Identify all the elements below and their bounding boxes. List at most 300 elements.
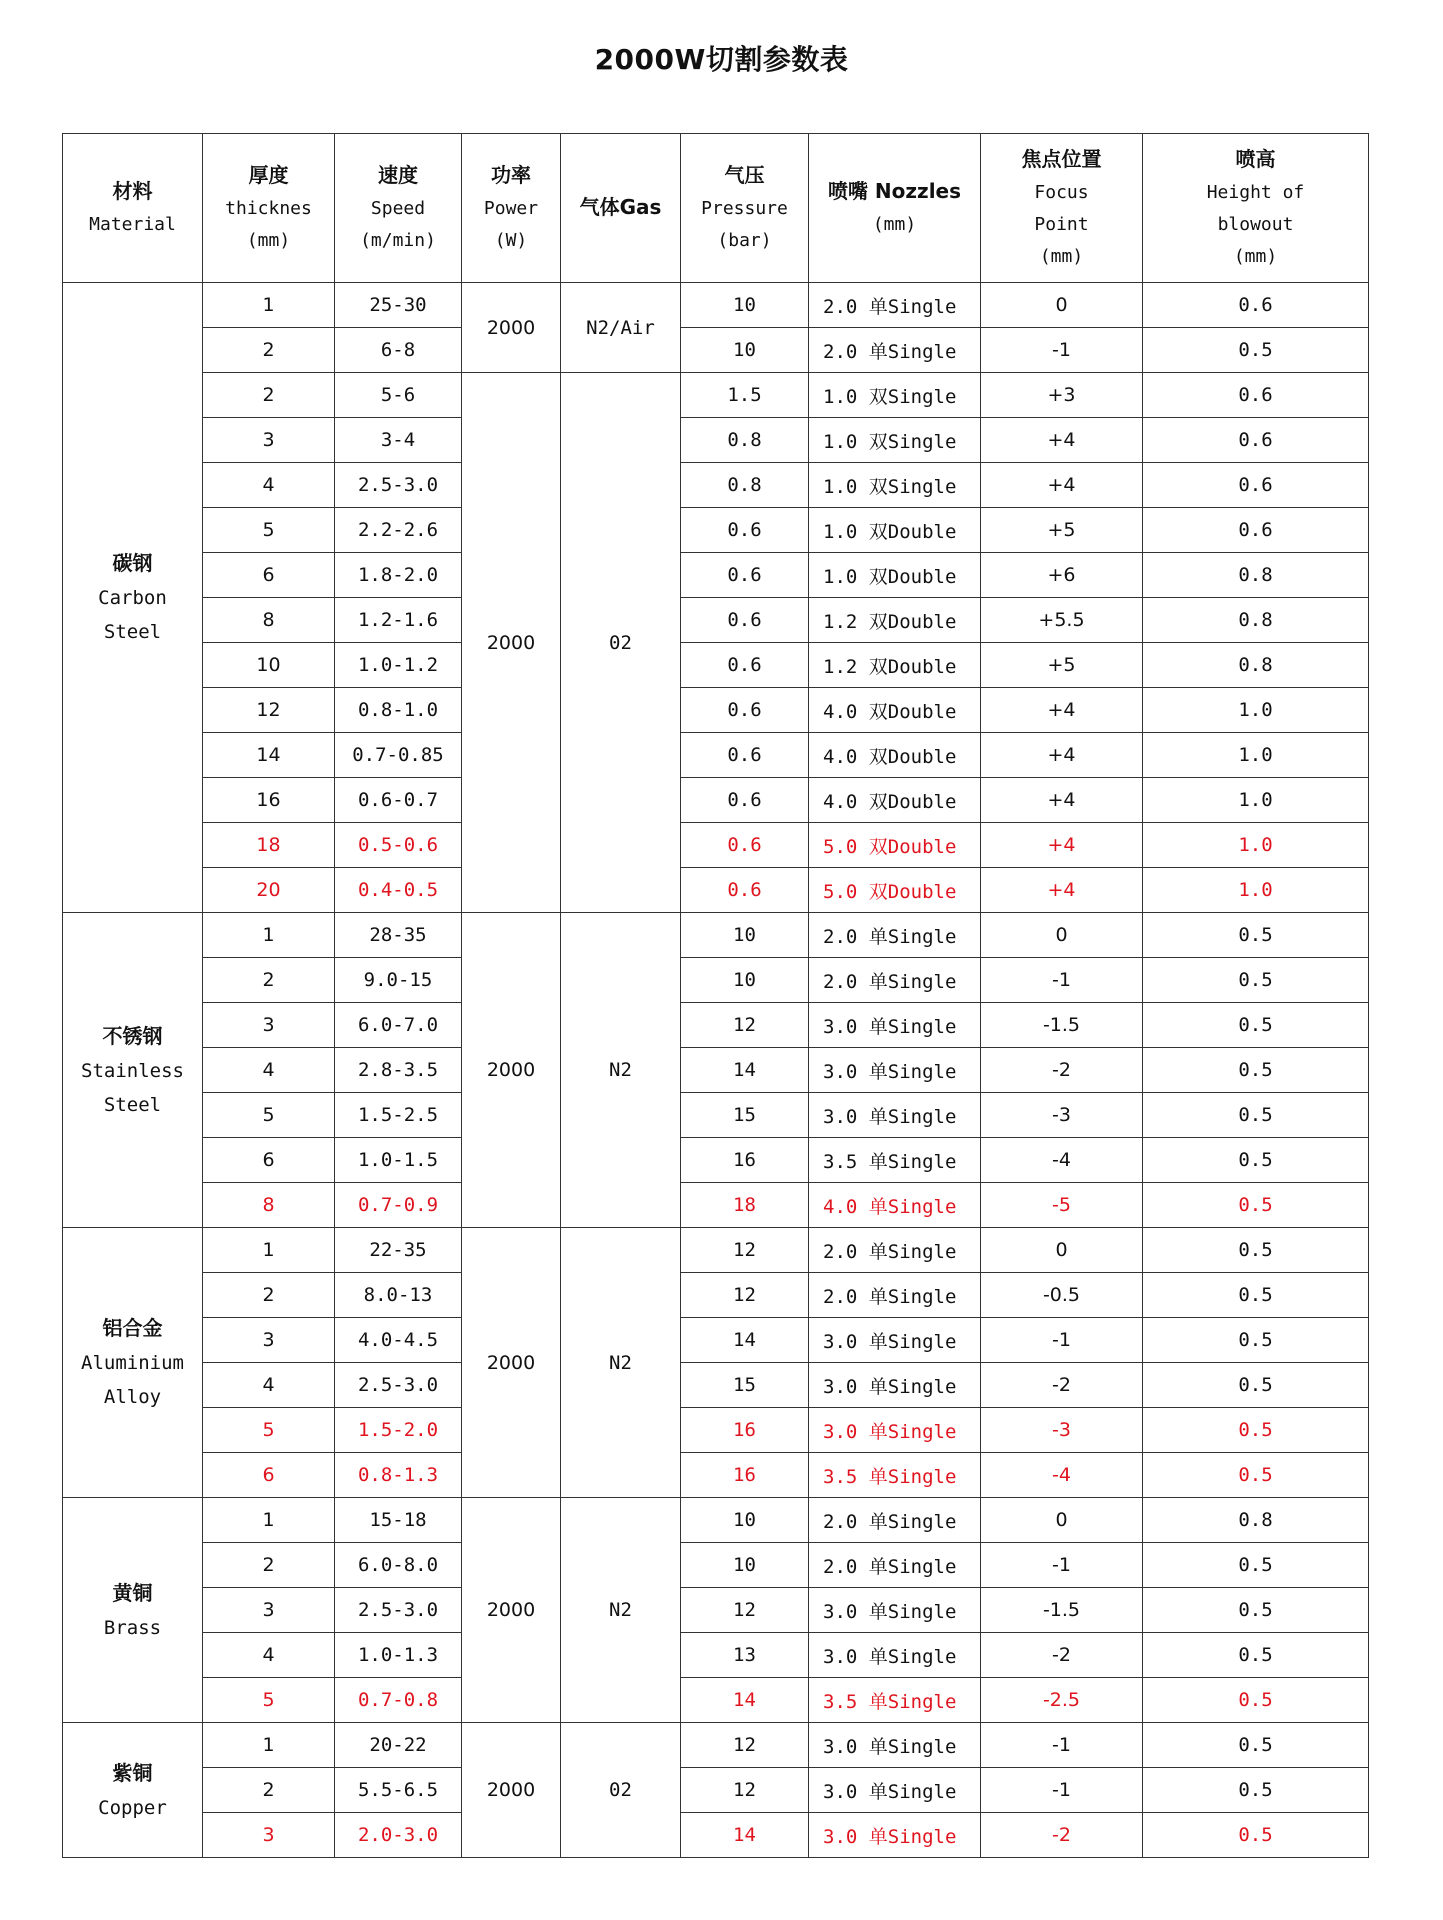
material-cell [63, 1498, 203, 1723]
height-cell: 0.6 [1143, 463, 1369, 508]
speed-cell: 0.5-0.6 [335, 823, 462, 868]
nozzle-cell: 4.0 双Double [809, 778, 981, 823]
thickness-cell: 10 [203, 643, 335, 688]
nozzle-cell: 1.0 双Single [809, 418, 981, 463]
thickness-cell: 1 [203, 1723, 335, 1768]
pressure-cell: 0.8 [681, 463, 809, 508]
height-cell: 0.5 [1143, 1633, 1369, 1678]
focus-cell: +5 [981, 508, 1143, 553]
height-cell: 0.8 [1143, 643, 1369, 688]
speed-cell: 6.0-7.0 [335, 1003, 462, 1048]
height-cell: 1.0 [1143, 778, 1369, 823]
nozzle-cell: 3.0 单Single [809, 1723, 981, 1768]
focus-cell: +4 [981, 778, 1143, 823]
header-material-line: 材料 [112, 179, 153, 203]
nozzle-cell: 5.0 双Double [809, 823, 981, 868]
header-nozzle [809, 134, 981, 283]
height-cell: 0.5 [1143, 1048, 1369, 1093]
thickness-cell: 6 [203, 1453, 335, 1498]
header-speed-line: 速度 [378, 163, 418, 187]
material-name-line: 铝合金 [102, 1316, 163, 1340]
thickness-cell: 3 [203, 418, 335, 463]
table-body [63, 283, 1369, 1858]
focus-cell: -1.5 [981, 1588, 1143, 1633]
table-row [63, 1678, 1369, 1723]
table-row [63, 913, 1369, 958]
nozzle-cell: 1.2 双Double [809, 643, 981, 688]
focus-cell: +6 [981, 553, 1143, 598]
nozzle-cell: 3.0 单Single [809, 1093, 981, 1138]
table-row [63, 1003, 1369, 1048]
table-row [63, 418, 1369, 463]
height-cell: 0.5 [1143, 1723, 1369, 1768]
nozzle-cell: 2.0 单Single [809, 1273, 981, 1318]
pressure-cell: 0.6 [681, 508, 809, 553]
nozzle-cell: 4.0 双Double [809, 733, 981, 778]
focus-cell: +4 [981, 688, 1143, 733]
material-cell [63, 1723, 203, 1858]
thickness-cell: 5 [203, 1678, 335, 1723]
pressure-cell: 13 [681, 1633, 809, 1678]
material-name-line: Aluminium [81, 1352, 184, 1374]
speed-cell: 22-35 [335, 1228, 462, 1273]
table-row [63, 1093, 1369, 1138]
nozzle-cell: 1.2 双Double [809, 598, 981, 643]
speed-cell: 2.5-3.0 [335, 463, 462, 508]
height-cell: 0.6 [1143, 283, 1369, 328]
focus-cell: -1 [981, 1318, 1143, 1363]
thickness-cell: 4 [203, 1048, 335, 1093]
material-name-line: 黄铜 [112, 1580, 153, 1605]
page-title: 2000W切割参数表 [594, 43, 849, 76]
thickness-cell: 2 [203, 958, 335, 1003]
header-focus-line: Point [1034, 214, 1089, 235]
gas-cell: N2/Air [561, 283, 681, 373]
header-gas [561, 134, 681, 283]
speed-cell: 1.8-2.0 [335, 553, 462, 598]
table-row [63, 1813, 1369, 1858]
thickness-cell: 12 [203, 688, 335, 733]
speed-cell: 25-30 [335, 283, 462, 328]
material-cell [63, 1228, 203, 1498]
power-cell: 2000 [462, 1228, 561, 1498]
header-speed [335, 134, 462, 283]
speed-cell: 6-8 [335, 328, 462, 373]
header-focus-line: (mm) [1039, 246, 1084, 267]
table-row [63, 373, 1369, 418]
focus-cell: -2.5 [981, 1678, 1143, 1723]
table-row [63, 1183, 1369, 1228]
table-row [63, 508, 1369, 553]
header-thickness-line: (mm) [246, 230, 291, 251]
pressure-cell: 10 [681, 1543, 809, 1588]
table-row [63, 1633, 1369, 1678]
nozzle-cell: 3.0 单Single [809, 1633, 981, 1678]
pressure-cell: 0.6 [681, 778, 809, 823]
pressure-cell: 10 [681, 1498, 809, 1543]
speed-cell: 2.2-2.6 [335, 508, 462, 553]
speed-cell: 9.0-15 [335, 958, 462, 1003]
thickness-cell: 20 [203, 868, 335, 913]
table-row [63, 598, 1369, 643]
thickness-cell: 1 [203, 913, 335, 958]
height-cell: 0.5 [1143, 1093, 1369, 1138]
speed-cell: 1.0-1.2 [335, 643, 462, 688]
height-cell: 1.0 [1143, 868, 1369, 913]
table-row [63, 1408, 1369, 1453]
nozzle-cell: 1.0 双Single [809, 373, 981, 418]
nozzle-cell: 3.0 单Single [809, 1408, 981, 1453]
speed-cell: 2.5-3.0 [335, 1363, 462, 1408]
header-material-line: Material [89, 214, 176, 235]
focus-cell: 0 [981, 1228, 1143, 1273]
pressure-cell: 12 [681, 1273, 809, 1318]
thickness-cell: 1 [203, 1228, 335, 1273]
height-cell: 0.5 [1143, 1588, 1369, 1633]
table-row [63, 1138, 1369, 1183]
material-name-line: 不锈钢 [102, 1023, 163, 1048]
pressure-cell: 14 [681, 1813, 809, 1858]
speed-cell: 2.5-3.0 [335, 1588, 462, 1633]
height-cell: 0.5 [1143, 1003, 1369, 1048]
focus-cell: -3 [981, 1093, 1143, 1138]
focus-cell: -1 [981, 958, 1143, 1003]
nozzle-cell: 3.5 单Single [809, 1678, 981, 1723]
material-name-line: Brass [103, 1616, 162, 1639]
speed-cell: 8.0-13 [335, 1273, 462, 1318]
thickness-cell: 5 [203, 1408, 335, 1453]
nozzle-cell: 3.0 单Single [809, 1588, 981, 1633]
nozzle-cell: 3.5 单Single [809, 1453, 981, 1498]
height-cell: 0.5 [1143, 1543, 1369, 1588]
header-height-line: (mm) [1233, 246, 1278, 267]
height-cell: 0.5 [1143, 958, 1369, 1003]
pressure-cell: 14 [681, 1048, 809, 1093]
table-row [63, 463, 1369, 508]
pressure-cell: 12 [681, 1003, 809, 1048]
focus-cell: -5 [981, 1183, 1143, 1228]
table-row [63, 868, 1369, 913]
speed-cell: 15-18 [335, 1498, 462, 1543]
speed-cell: 3-4 [335, 418, 462, 463]
header-speed-line: (m/min) [360, 230, 436, 251]
nozzle-cell: 2.0 单Single [809, 913, 981, 958]
height-cell: 0.5 [1143, 1138, 1369, 1183]
header-focus-line: Focus [1034, 182, 1089, 203]
table-row [63, 1363, 1369, 1408]
header-thickness-line: thicknes [225, 198, 312, 219]
thickness-cell: 3 [203, 1588, 335, 1633]
height-cell: 1.0 [1143, 733, 1369, 778]
header-power [462, 134, 561, 283]
header-height-line: Height of [1206, 182, 1305, 203]
header-focus-line: 焦点位置 [1021, 147, 1102, 171]
cutting-parameters-table [62, 133, 1369, 1858]
height-cell: 0.6 [1143, 508, 1369, 553]
height-cell: 0.5 [1143, 1813, 1369, 1858]
header-pressure-line: (bar) [717, 230, 772, 251]
focus-cell: -4 [981, 1453, 1143, 1498]
nozzle-cell: 5.0 双Double [809, 868, 981, 913]
speed-cell: 5-6 [335, 373, 462, 418]
table-row [63, 958, 1369, 1003]
pressure-cell: 10 [681, 913, 809, 958]
header-gas-line: 气体Gas [579, 195, 662, 219]
material-name-line: Steel [103, 621, 162, 643]
thickness-cell: 2 [203, 1543, 335, 1588]
material-name-line: Steel [103, 1093, 162, 1116]
material-cell [63, 283, 203, 913]
header-power-line: 功率 [491, 163, 531, 187]
thickness-cell: 2 [203, 373, 335, 418]
focus-cell: +4 [981, 418, 1143, 463]
pressure-cell: 12 [681, 1228, 809, 1273]
nozzle-cell: 1.0 双Single [809, 463, 981, 508]
pressure-cell: 0.6 [681, 823, 809, 868]
header-power-line: (W) [494, 230, 528, 251]
focus-cell: +4 [981, 733, 1143, 778]
nozzle-cell: 3.0 单Single [809, 1048, 981, 1093]
nozzle-cell: 4.0 双Double [809, 688, 981, 733]
height-cell: 0.8 [1143, 1498, 1369, 1543]
header-material [63, 134, 203, 283]
speed-cell: 0.6-0.7 [335, 778, 462, 823]
power-cell: 2000 [462, 1498, 561, 1723]
nozzle-cell: 3.0 单Single [809, 1003, 981, 1048]
speed-cell: 2.0-3.0 [335, 1813, 462, 1858]
thickness-cell: 6 [203, 553, 335, 598]
focus-cell: -1.5 [981, 1003, 1143, 1048]
speed-cell: 5.5-6.5 [335, 1768, 462, 1813]
header-focus [981, 134, 1143, 283]
focus-cell: +3 [981, 373, 1143, 418]
nozzle-cell: 2.0 单Single [809, 283, 981, 328]
height-cell: 0.5 [1143, 1228, 1369, 1273]
nozzle-cell: 3.0 单Single [809, 1768, 981, 1813]
focus-cell: -0.5 [981, 1273, 1143, 1318]
pressure-cell: 0.6 [681, 868, 809, 913]
header-pressure [681, 134, 809, 283]
height-cell: 0.5 [1143, 1678, 1369, 1723]
nozzle-cell: 2.0 单Single [809, 328, 981, 373]
thickness-cell: 2 [203, 1768, 335, 1813]
thickness-cell: 8 [203, 598, 335, 643]
thickness-cell: 3 [203, 1813, 335, 1858]
table-row [63, 1723, 1369, 1768]
table-row [63, 778, 1369, 823]
height-cell: 1.0 [1143, 688, 1369, 733]
header-height [1143, 134, 1369, 283]
material-name-line: 紫铜 [112, 1760, 153, 1785]
focus-cell: +5.5 [981, 598, 1143, 643]
focus-cell: -1 [981, 328, 1143, 373]
thickness-cell: 16 [203, 778, 335, 823]
header-row [63, 134, 1369, 283]
nozzle-cell: 1.0 双Double [809, 508, 981, 553]
focus-cell: +5 [981, 643, 1143, 688]
pressure-cell: 0.6 [681, 688, 809, 733]
pressure-cell: 16 [681, 1408, 809, 1453]
thickness-cell: 18 [203, 823, 335, 868]
speed-cell: 6.0-8.0 [335, 1543, 462, 1588]
table-row [63, 733, 1369, 778]
nozzle-cell: 4.0 单Single [809, 1183, 981, 1228]
height-cell: 0.5 [1143, 1183, 1369, 1228]
height-cell: 0.5 [1143, 1363, 1369, 1408]
pressure-cell: 15 [681, 1363, 809, 1408]
nozzle-cell: 3.0 单Single [809, 1363, 981, 1408]
focus-cell: 0 [981, 913, 1143, 958]
thickness-cell: 1 [203, 283, 335, 328]
thickness-cell: 3 [203, 1003, 335, 1048]
height-cell: 0.8 [1143, 553, 1369, 598]
focus-cell: -2 [981, 1813, 1143, 1858]
pressure-cell: 12 [681, 1723, 809, 1768]
height-cell: 0.5 [1143, 328, 1369, 373]
pressure-cell: 12 [681, 1768, 809, 1813]
pressure-cell: 14 [681, 1318, 809, 1363]
material-name-line: Copper [98, 1796, 167, 1819]
height-cell: 0.5 [1143, 1273, 1369, 1318]
table-row [63, 553, 1369, 598]
table-row [63, 1228, 1369, 1273]
table-row [63, 823, 1369, 868]
speed-cell: 0.4-0.5 [335, 868, 462, 913]
table-row [63, 1768, 1369, 1813]
thickness-cell: 2 [203, 1273, 335, 1318]
pressure-cell: 18 [681, 1183, 809, 1228]
pressure-cell: 16 [681, 1453, 809, 1498]
pressure-cell: 10 [681, 328, 809, 373]
table-row [63, 1048, 1369, 1093]
height-cell: 0.5 [1143, 1408, 1369, 1453]
thickness-cell: 4 [203, 463, 335, 508]
focus-cell: -3 [981, 1408, 1143, 1453]
pressure-cell: 0.6 [681, 553, 809, 598]
gas-cell: N2 [561, 1228, 681, 1498]
pressure-cell: 10 [681, 283, 809, 328]
header-height-line: 喷高 [1235, 147, 1276, 171]
gas-cell: 02 [561, 373, 681, 913]
height-cell: 0.5 [1143, 1318, 1369, 1363]
thickness-cell: 4 [203, 1633, 335, 1678]
pressure-cell: 0.6 [681, 733, 809, 778]
pressure-cell: 15 [681, 1093, 809, 1138]
focus-cell: -2 [981, 1048, 1143, 1093]
speed-cell: 2.8-3.5 [335, 1048, 462, 1093]
pressure-cell: 10 [681, 958, 809, 1003]
pressure-cell: 14 [681, 1678, 809, 1723]
header-pressure-line: Pressure [701, 198, 788, 219]
focus-cell: +4 [981, 868, 1143, 913]
table-row [63, 1273, 1369, 1318]
focus-cell: -1 [981, 1723, 1143, 1768]
thickness-cell: 6 [203, 1138, 335, 1183]
table-row [63, 1318, 1369, 1363]
header-power-line: Power [483, 198, 539, 219]
thickness-cell: 8 [203, 1183, 335, 1228]
thickness-cell: 5 [203, 1093, 335, 1138]
material-name-line: Carbon [98, 587, 167, 609]
nozzle-cell: 3.5 单Single [809, 1138, 981, 1183]
height-cell: 1.0 [1143, 823, 1369, 868]
material-name-line: Stainless [81, 1059, 184, 1082]
speed-cell: 1.2-1.6 [335, 598, 462, 643]
height-cell: 0.6 [1143, 373, 1369, 418]
height-cell: 0.5 [1143, 1453, 1369, 1498]
pressure-cell: 12 [681, 1588, 809, 1633]
height-cell: 0.8 [1143, 598, 1369, 643]
focus-cell: 0 [981, 1498, 1143, 1543]
speed-cell: 0.8-1.0 [335, 688, 462, 733]
nozzle-cell: 1.0 双Double [809, 553, 981, 598]
height-cell: 0.5 [1143, 913, 1369, 958]
speed-cell: 0.7-0.8 [335, 1678, 462, 1723]
table-row [63, 1543, 1369, 1588]
material-cell [63, 913, 203, 1228]
thickness-cell: 1 [203, 1498, 335, 1543]
pressure-cell: 0.8 [681, 418, 809, 463]
header-nozzle-line: 喷嘴 Nozzles [827, 179, 962, 203]
nozzle-cell: 2.0 单Single [809, 1543, 981, 1588]
speed-cell: 20-22 [335, 1723, 462, 1768]
pressure-cell: 0.6 [681, 598, 809, 643]
speed-cell: 0.7-0.85 [335, 733, 462, 778]
speed-cell: 1.5-2.0 [335, 1408, 462, 1453]
focus-cell: -2 [981, 1363, 1143, 1408]
table-row [63, 1498, 1369, 1543]
thickness-cell: 5 [203, 508, 335, 553]
speed-cell: 0.7-0.9 [335, 1183, 462, 1228]
table-row [63, 328, 1369, 373]
power-cell: 2000 [462, 283, 561, 373]
power-cell: 2000 [462, 913, 561, 1228]
header-thickness-line: 厚度 [248, 163, 289, 187]
focus-cell: -2 [981, 1633, 1143, 1678]
pressure-cell: 1.5 [681, 373, 809, 418]
gas-cell: N2 [561, 1498, 681, 1723]
pressure-cell: 16 [681, 1138, 809, 1183]
material-name-line: 碳钢 [112, 551, 153, 575]
speed-cell: 28-35 [335, 913, 462, 958]
header-pressure-line: 气压 [724, 163, 765, 187]
nozzle-cell: 3.0 单Single [809, 1318, 981, 1363]
focus-cell: -1 [981, 1543, 1143, 1588]
header-thickness [203, 134, 335, 283]
nozzle-cell: 2.0 单Single [809, 1228, 981, 1273]
power-cell: 2000 [462, 373, 561, 913]
speed-cell: 1.0-1.5 [335, 1138, 462, 1183]
gas-cell: 02 [561, 1723, 681, 1858]
table-row [63, 283, 1369, 328]
focus-cell: -1 [981, 1768, 1143, 1813]
header-nozzle-line: (mm) [872, 214, 917, 235]
pressure-cell: 0.6 [681, 643, 809, 688]
speed-cell: 1.5-2.5 [335, 1093, 462, 1138]
table-row [63, 1453, 1369, 1498]
thickness-cell: 4 [203, 1363, 335, 1408]
speed-cell: 4.0-4.5 [335, 1318, 462, 1363]
speed-cell: 0.8-1.3 [335, 1453, 462, 1498]
focus-cell: 0 [981, 283, 1143, 328]
height-cell: 0.5 [1143, 1768, 1369, 1813]
header-height-line: blowout [1217, 214, 1294, 235]
table-row [63, 643, 1369, 688]
nozzle-cell: 2.0 单Single [809, 958, 981, 1003]
height-cell: 0.6 [1143, 418, 1369, 463]
power-cell: 2000 [462, 1723, 561, 1858]
thickness-cell: 14 [203, 733, 335, 778]
